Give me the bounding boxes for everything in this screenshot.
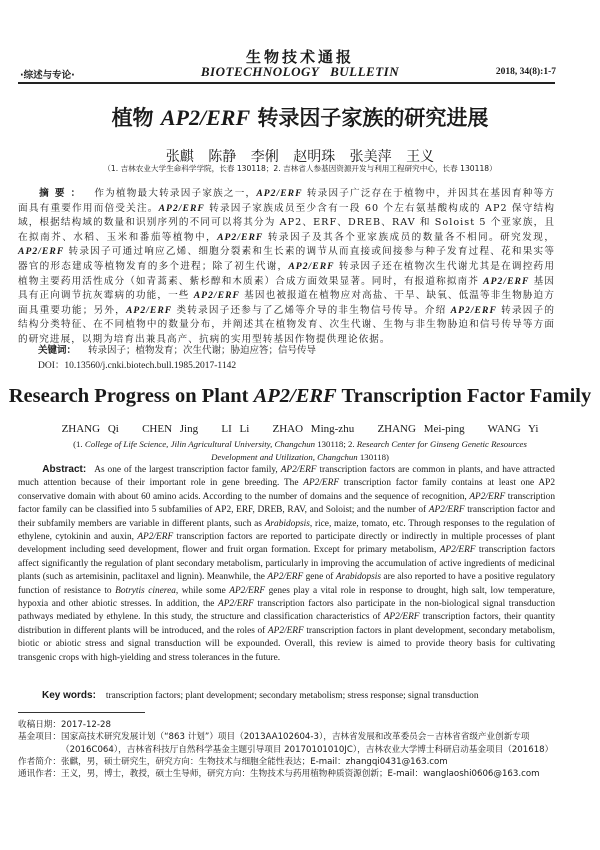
title-cn — [0, 102, 600, 132]
affiliation-cn: （1. 吉林农业大学生命科学学院，长春 130118；2. 吉林省人参基因资源开发与利用工程研究中心，长春 130118） — [103, 164, 497, 173]
authors-en: ZHANG Qi CHEN Jing LI Li ZHAO Ming-zhu ZHANG Mei-ping WANG Yi — [61, 423, 539, 435]
abstract-cn — [18, 187, 555, 348]
text-segment: transcription factors in plant development, secondary metabolism, biotic or abiotic stress and signal transduction will be expounded. Overall, this review is aimed to provide theory basis for cultivating transgenic crops with high-yielding and stress tolerances in the future. — [18, 625, 556, 663]
abstract-en-label: Abstract: — [42, 464, 87, 475]
text-segment: transcription factors also participate in the non-biological signal transduction pathways mediated by ethylene. In this study, the structure and classification characteristics of — [18, 599, 555, 623]
footnote-key: 作者简介： — [18, 756, 61, 767]
text-segment: , rice, maize, tomato, etc. Through responses to the regulation of ethylene, cytokinin and auxin, — [18, 518, 555, 543]
italic-text-segment: College of Life Science, Jilin Agricultural University, Changchun — [84, 439, 316, 449]
keywords-cn — [38, 342, 316, 356]
abstract-en — [18, 463, 555, 665]
italic-text-segment: AP2/ERF — [137, 532, 174, 543]
authors-cn: 张麒 陈静 李俐 赵明珠 张美萍 王义 — [165, 149, 435, 165]
text-segment: (1. — [73, 439, 85, 449]
footnote-corresponding — [18, 768, 563, 780]
italic-text-segment: AP2/ERF — [267, 572, 304, 583]
footnote-received — [18, 719, 563, 731]
footnotes — [18, 719, 563, 780]
header-rule — [18, 82, 555, 84]
text-segment: Transcription Factor Family — [336, 385, 592, 407]
italic-text-segment: Research Center for Ginseng Genetic Resources Development and Utilization, Changchun — [211, 439, 527, 462]
keywords-cn-label: 关键词： — [38, 345, 77, 356]
text-segment: transcription factor and their subfamily members are variable in different plants, such as — [18, 505, 555, 529]
italic-text-segment: AP2/ERF — [267, 625, 304, 636]
italic-text-segment: AP2/ERF — [158, 202, 205, 214]
footnote-funding — [18, 731, 563, 756]
footnote-value: 2017-12-28 — [60, 720, 111, 730]
italic-text-segment: AP2/ERF — [450, 304, 497, 316]
footnote-value: 国家高技术研究发展计划（“863 计划”）项目（2013AA102604-3），吉林省发展和改革委员会－吉林省省级产业创新专项（2016C064），吉林省科技厅自然科学基金主题引导项目 20170101010JC），吉林农业大学博士科研启动基金项目（201618） — [60, 732, 554, 755]
italic-text-segment: AP2/ERF — [217, 231, 264, 243]
italic-text-segment: Arabidopsis — [264, 518, 310, 529]
italic-text-segment: Arabidopsis — [335, 572, 382, 583]
text-segment: transcription factor family can be classified into 5 subfamilies of AP2, ERF, DREB, RAV, and Soloist; and the number of — [18, 491, 555, 516]
footnote-key: 基金项目： — [18, 732, 61, 743]
footnote-value: 张麒，男，硕士研究生，研究方向：生物技术与细胞全能性表达；E-mail：zhangqi0431@163.com — [60, 756, 448, 767]
italic-text-segment: AP2/ERF — [483, 275, 530, 287]
journal-name-cn: 生物技术通报 — [245, 48, 354, 66]
affiliation-en — [60, 438, 540, 464]
keywords-cn-value: 转录因子；植物发育；次生代谢；胁迫应答；信号传导 — [88, 345, 317, 356]
text-segment: 基因也被报道在植物应对高盐、干旱、缺氧、低温等非生物胁迫方面具重要功能；另外， — [18, 290, 555, 316]
text-segment: 转录因子家族的研究进展 — [250, 106, 489, 130]
abstract-cn-label: 摘要： — [39, 188, 87, 199]
footnote-key: 通讯作者： — [18, 769, 61, 780]
footnote-rule — [18, 712, 145, 713]
text-segment: 130118; 2. — [315, 439, 357, 449]
keywords-en-label: Key words: — [42, 690, 96, 701]
text-segment: transcription factor family contains at least one AP2 conservative domain with about 60 amino acids. According to the number of domains and the sequence of recognition, — [18, 478, 555, 502]
italic-text-segment: Botrytis cinerea — [115, 585, 176, 596]
italic-text-segment: AP2/ERF — [280, 465, 317, 475]
text-segment: 类转录因子还参与了乙烯等介导的非生物信号传导。介绍 — [172, 304, 451, 316]
text-segment: gene of — [303, 572, 336, 583]
italic-text-segment: AP2/ERF — [18, 246, 65, 258]
italic-text-segment: AP2/ERF — [229, 585, 266, 596]
text-segment: transcription factors are common in plants, and have attracted much attention because of their important role in gene breeding. The — [18, 465, 555, 489]
text-segment: 植物 — [111, 106, 161, 130]
text-segment: 基因具有正向调节抗灰霉病的功能，一些 — [18, 275, 555, 302]
text-segment: 转录因子家族成员至少含有一段 60 个左右氨基酸构成的 AP2 保守结构域，根据结构域的数量和识别序列的不同可以将其分为 AP2、ERF、DREB、RAV 和 Soloist 5 个亚家族，且在拟南芥、水稻、玉米和番茄等植物中， — [18, 202, 555, 243]
title-en — [0, 385, 600, 408]
text-segment: genes play a vital role in response to drought, high salt, low temperature, hypoxia and other abiotic stresses. In addition, the — [18, 585, 555, 610]
column-label: ·综述与专论· — [20, 70, 75, 81]
italic-text-segment: AP2/ERF — [428, 505, 465, 516]
italic-text-segment: AP2/ERF — [439, 545, 476, 556]
footnote-value: 王义，男，博士，教授，硕士生导师，研究方向：生物技术与药用植物种质资源创新；E-mail：wanglaoshi0606@163.com — [60, 769, 540, 780]
footnote-key: 收稿日期： — [18, 720, 61, 730]
text-segment: transcription factors are reported to participate directly or indirectly in multiple processes of plant development including seed development, flower and fruit organ formation. Except for primary metabolism, — [18, 532, 555, 556]
italic-text-segment: AP2/ERF — [383, 612, 420, 623]
italic-text-segment: AP2/ERF — [303, 478, 340, 489]
text-segment: transcription factors affect significantly the regulation of plant secondary metabolism, particularly in improving the accumulation of active ingredients of medicinal plants (such as artemisinin, paclitaxel and lignin). Meanwhile, the — [18, 545, 555, 583]
text-segment: 130118) — [357, 452, 389, 462]
journal-name-en: BIOTECHNOLOGY BULLETIN — [200, 64, 400, 79]
text-segment: 转录因子广泛存在于植物中，并因其在基因育种等方面具有重要作用而倍受关注。 — [18, 188, 556, 214]
italic-text-segment: AP2/ERF — [253, 385, 337, 407]
text-segment: , while some — [175, 585, 230, 596]
abstract-en-text — [18, 465, 555, 663]
abstract-cn-text — [18, 188, 555, 345]
text-segment: are also reported to have a positive regulatory function of resistance to — [18, 572, 555, 596]
text-segment: 转录因子可通过响应乙烯、细胞分裂素和生长素的调节从而直接或间接参与种子发育过程、花和果实等器官的形态建成等植物发育的多个进程；除了初生代谢， — [18, 246, 555, 272]
text-segment: transcription factors, their quantity distribution in different plants will be introduced, and the roles of — [18, 612, 555, 636]
text-segment: As one of the largest transcription factor family, — [94, 465, 281, 475]
text-segment: 作为植物最大转录因子家族之一， — [94, 188, 257, 199]
italic-text-segment: AP2/ERF — [125, 304, 173, 316]
doi[interactable]: DOI：10.13560/j.cnki.biotech.bull.1985.2017-1142 — [38, 361, 237, 371]
italic-text-segment: AP2/ERF — [256, 188, 303, 199]
text-segment: 转录因子还在植物次生代谢尤其是在调控药用植物主要药用活性成分（如青蒿素、紫杉醇和木质素）合成方面效果显著。同时，有报道称拟南芥 — [18, 260, 555, 287]
text-segment: 转录因子的结构分类特征、在不同植物中的数量分布，并阐述其在植物发育、次生代谢、生物与非生物胁迫和信号传导等方面的研究进展，以期为培育出兼具高产、抗病的实用型转基因作物提供理论依据。 — [18, 304, 555, 345]
keywords-en-value: transcription factors; plant development; secondary metabolism; stress response; signal transduction — [105, 691, 479, 701]
italic-text-segment: AP2/ERF — [469, 491, 506, 502]
italic-text-segment: AP2/ERF — [288, 260, 335, 272]
italic-text-segment: AP2/ERF — [218, 599, 254, 610]
keywords-en — [42, 690, 478, 701]
italic-text-segment: AP2/ERF — [193, 290, 240, 302]
footnote-author-bio — [18, 756, 563, 768]
italic-text-segment: AP2/ERF — [160, 105, 251, 130]
volume-info: 2018, 34(8):1-7 — [495, 67, 556, 77]
text-segment: 转录因子及其各个亚家族成员的数量各不相同。研究发现， — [263, 231, 555, 243]
text-segment: Research Progress on Plant — [8, 385, 254, 407]
